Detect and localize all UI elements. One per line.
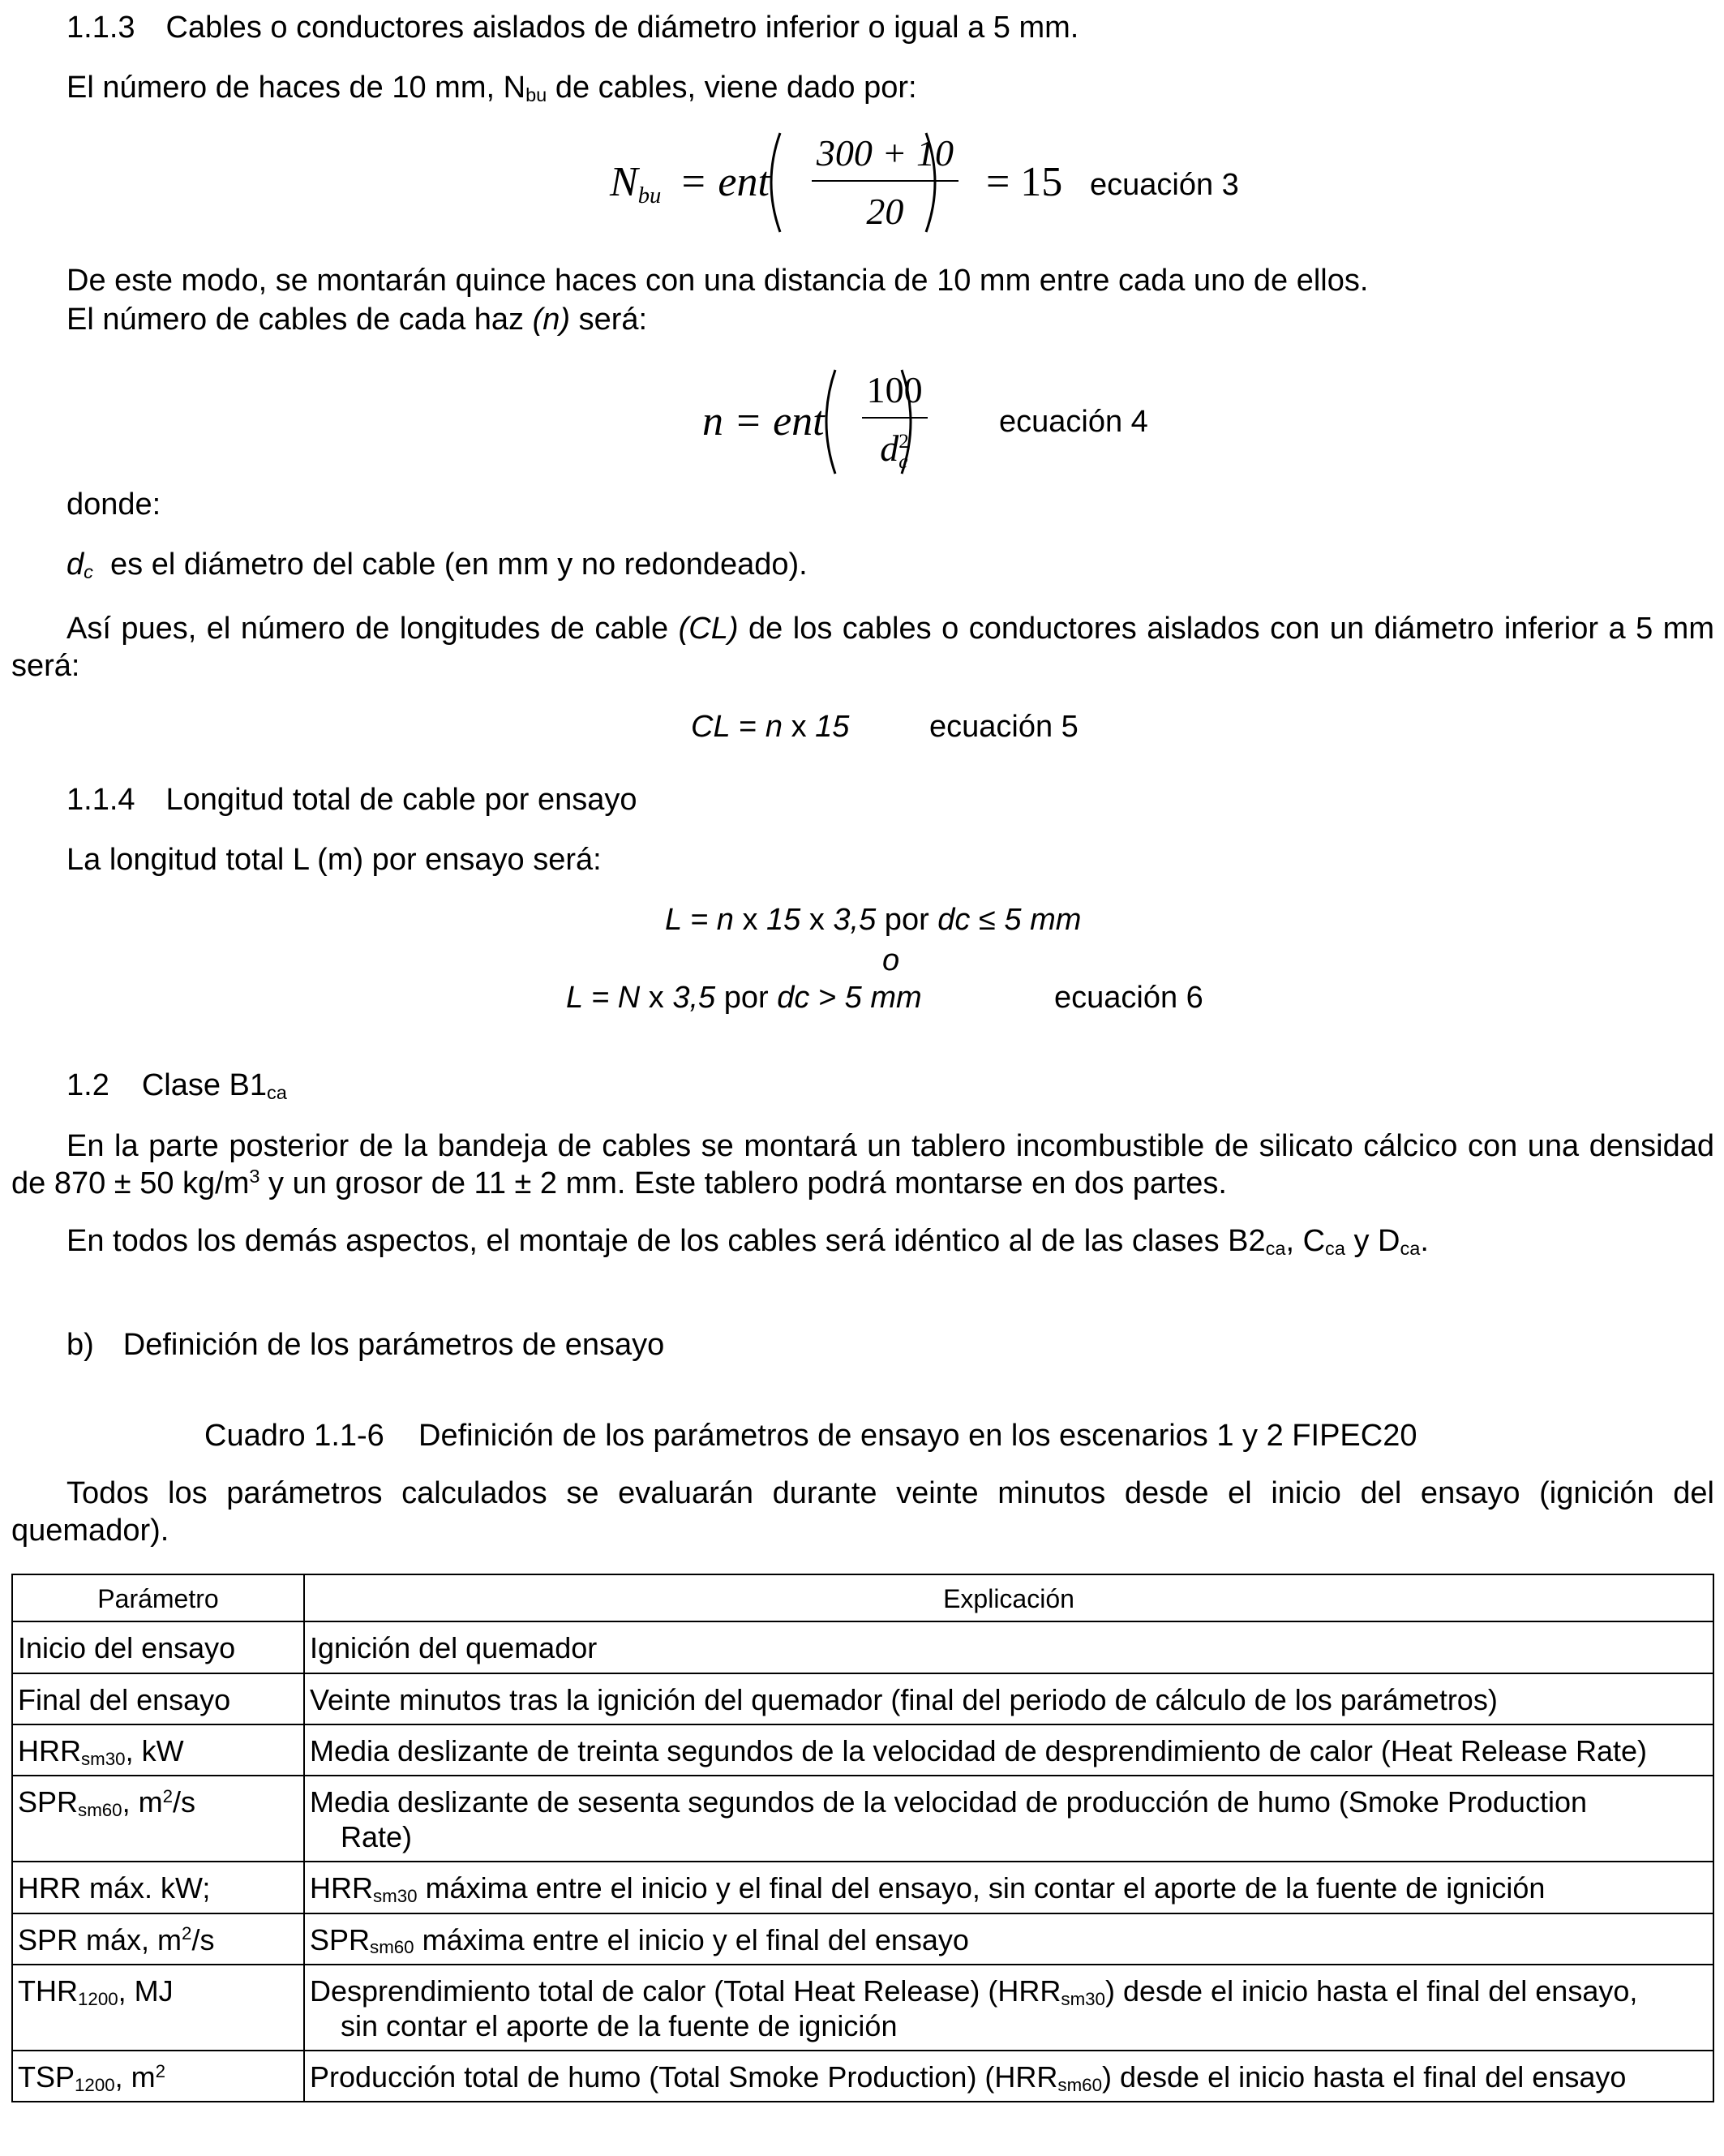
dc-definition: dc es el diámetro del cable (en mm y no redondeado).	[66, 548, 808, 583]
table-row	[12, 1965, 1713, 2051]
table-caption: Cuadro 1.1-6 Definición de los parámetros de ensayo en los escenarios 1 y 2 FIPEC20	[204, 1419, 1417, 1453]
eq3-left-paren	[759, 130, 783, 235]
explanation-cell: Producción total de humo (Total Smoke Production) (HRRsm60) desde el inicio hasta el final del ensayo	[304, 2051, 1713, 2102]
explanation-cell: Desprendimiento total de calor (Total Heat Release) (HRRsm30) desde el inicio hasta el final del ensayo, sin contar el aporte de la fuente de ignición	[304, 1965, 1713, 2051]
param-cell: SPR máx, $m^2/s$	[12, 1913, 304, 1965]
section-1-2-heading: 1.2 Clase B1ca	[66, 1068, 287, 1104]
eq3-label: ecuación 3	[1090, 168, 1239, 202]
table-row	[12, 2051, 1713, 2102]
explanation-cell: Ignición del quemador	[304, 1621, 1713, 1673]
param-cell: THR1200, MJ	[12, 1965, 304, 2051]
equation-3	[610, 130, 1062, 235]
eq3-rhs: = 15	[985, 159, 1063, 205]
donde-label: donde:	[66, 487, 161, 522]
eq3-op: = ent	[679, 159, 770, 205]
param-cell: HRRsm30, kW	[12, 1724, 304, 1776]
eq3-right-paren	[923, 130, 947, 235]
paragraph-fifteen-bundles: De este modo, se montarán quince haces con una distancia de 10 mm entre cada uno de ellos.	[66, 264, 1369, 298]
param-cell: TSP1200, $m^2$	[12, 2051, 304, 2102]
paragraph-cables-per-bundle: El número de cables de cada haz (n) será:	[66, 303, 648, 337]
eq3-denominator: 20	[866, 191, 904, 232]
eq3-numerator: 300 + 10	[812, 135, 958, 182]
table-row	[12, 1673, 1713, 1724]
eq6-label: ecuación 6	[1054, 981, 1203, 1015]
eq4-numerator: 100	[862, 372, 928, 419]
param-cell: HRR máx. kW;	[12, 1862, 304, 1913]
eq6-line2: o	[882, 943, 900, 977]
param-cell: Final del ensayo	[12, 1673, 304, 1724]
paragraph-other-aspects: En todos los demás aspectos, el montaje de los cables será idéntico al de las clases B2ca, Cca y Dca.	[66, 1224, 1429, 1260]
parameters-table	[11, 1574, 1714, 2102]
explanation-cell: SPRsm60 máxima entre el inicio y el final del ensayo	[304, 1913, 1713, 1965]
section-number: 1.1.3	[66, 11, 135, 45]
eq4-label: ecuación 4	[999, 405, 1148, 439]
param-cell: Inicio del ensayo	[12, 1621, 304, 1673]
table-row	[12, 1621, 1713, 1673]
eq4-left-paren	[814, 367, 838, 477]
eq6-line1: L = n x 15 x 3,5 por dc ≤ 5 mm	[665, 903, 1082, 937]
explanation-cell: Media deslizante de treinta segundos de la velocidad de desprendimiento de calor (Heat Release Rate)	[304, 1724, 1713, 1776]
section-title: Cables o conductores aislados de diámetro inferior o igual a 5 mm.	[165, 11, 1079, 45]
eq4-lhs: n = ent	[702, 398, 825, 445]
table-row	[12, 1724, 1713, 1776]
explanation-cell: Media deslizante de sesenta segundos de la velocidad de producción de humo (Smoke Production Rate)	[304, 1776, 1713, 1862]
eq3-lhs: Nbu	[610, 159, 662, 208]
param-cell: SPRsm60, $m^2/s$	[12, 1776, 304, 1862]
table-row	[12, 1862, 1713, 1913]
eq4-right-paren	[898, 367, 923, 477]
table-header-explicacion: Explicación	[304, 1574, 1713, 1621]
table-header-parametro: Parámetro	[12, 1574, 304, 1621]
table-row	[12, 1776, 1713, 1862]
section-b-heading: b) Definición de los parámetros de ensayo	[66, 1328, 665, 1362]
paragraph-number-of-bundles: El número de haces de 10 mm, Nbu de cables, viene dado por:	[66, 71, 917, 106]
section-1-1-4-heading: 1.1.4 Longitud total de cable por ensayo	[66, 783, 637, 817]
paragraph-cable-lengths: Así pues, el número de longitudes de cable (CL) de los cables o conductores aislados con un diámetro inferior a 5 mm será:	[11, 612, 1714, 683]
eq5-label: ecuación 5	[929, 710, 1079, 744]
explanation-cell: HRRsm30 máxima entre el inicio y el final del ensayo, sin contar el aporte de la fuente de ignición	[304, 1862, 1713, 1913]
eq4-denominator: d 2 c	[880, 427, 909, 474]
paragraph-total-length: La longitud total L (m) por ensayo será:	[66, 843, 602, 877]
paragraph-evaluation-period: Todos los parámetros calculados se evaluarán durante veinte minutos desde el inicio del ensayo (ignición del quemador).	[11, 1476, 1714, 1548]
table-row	[12, 1913, 1713, 1965]
eq6-line3: L = N x 3,5 por dc > 5 mm	[566, 981, 922, 1015]
section-1-1-3-heading	[66, 10, 1079, 47]
explanation-cell: Veinte minutos tras la ignición del quemador (final del periodo de cálculo de los parámetros)	[304, 1673, 1713, 1724]
paragraph-backboard: En la parte posterior de la bandeja de cables se montará un tablero incombustible de silicato cálcico con una densidad de 870 ± 50 $kg/m^3$ y un grosor de 11 ± 2 mm. Este tablero podrá montarse en dos partes.	[11, 1129, 1714, 1200]
table-header-row	[12, 1574, 1713, 1621]
equation-5: CL = n x 15	[691, 710, 850, 744]
